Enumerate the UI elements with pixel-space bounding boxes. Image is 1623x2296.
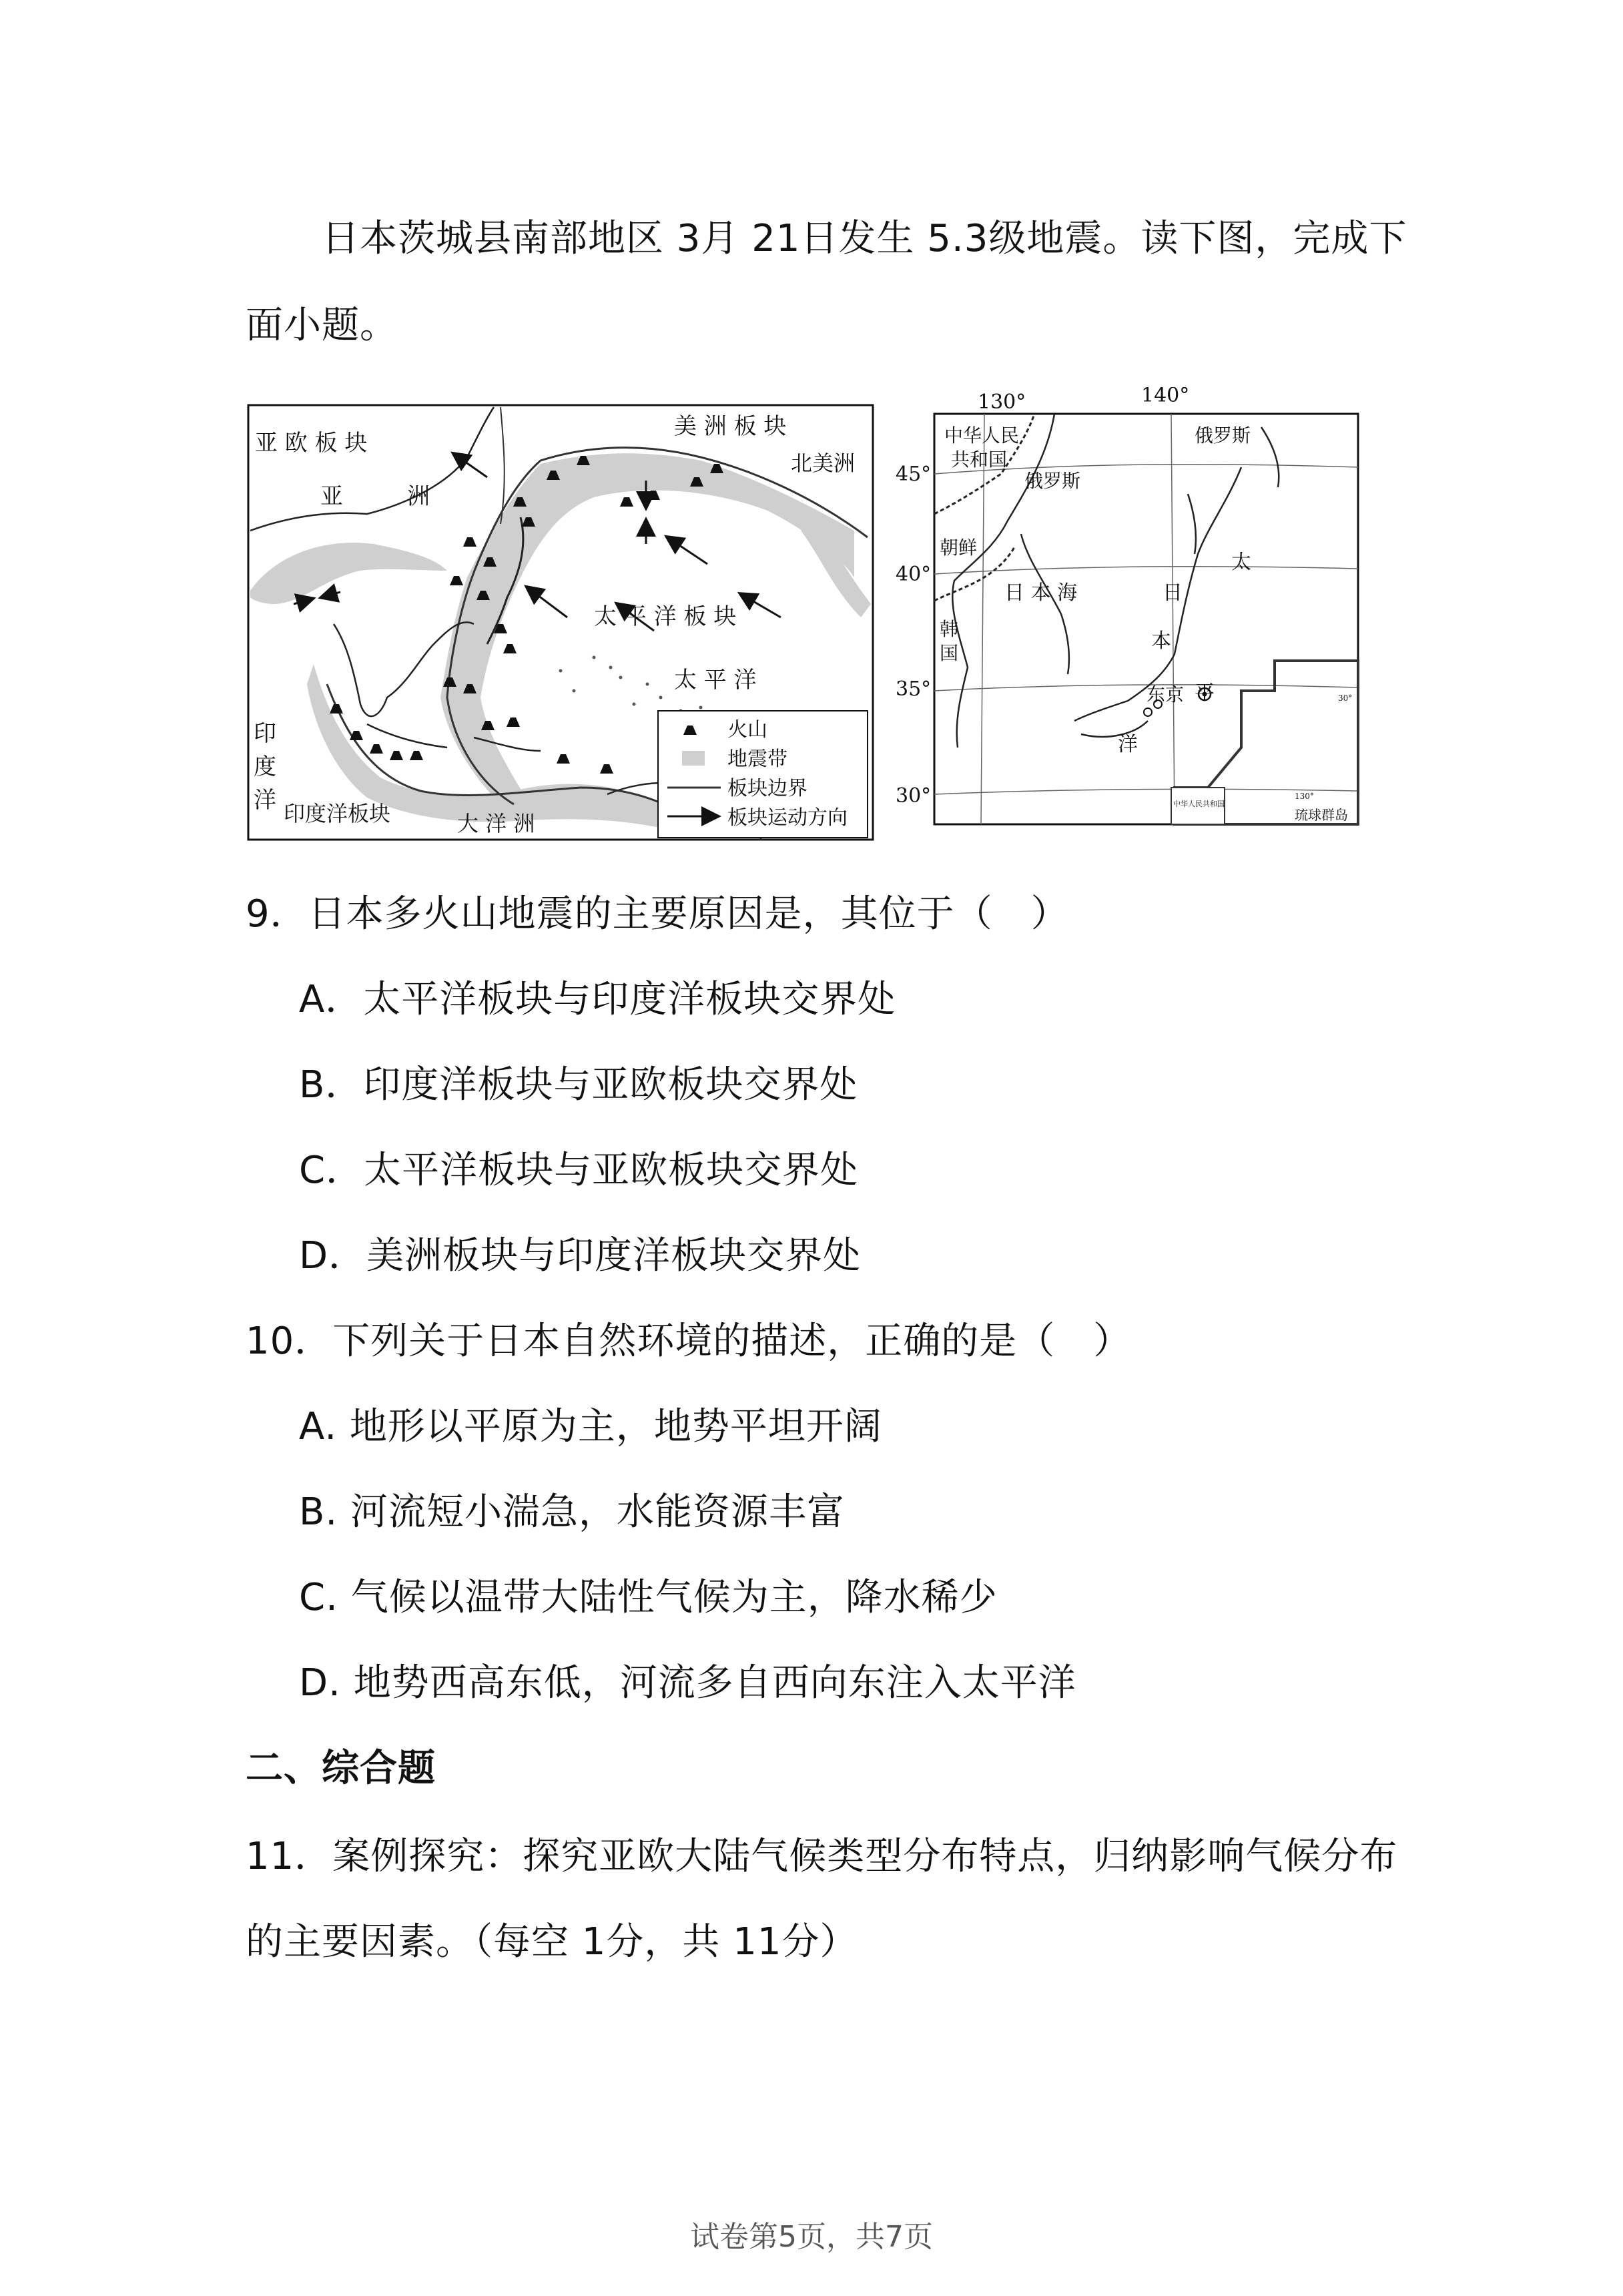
question-10-option-b[interactable]: B. 河流短小湍急，水能资源丰富 xyxy=(299,1490,846,1534)
label-inset-lat: 30° xyxy=(1338,693,1353,703)
question-10-option-c[interactable]: C. 气候以温带大陆性气候为主，降水稀少 xyxy=(299,1576,998,1619)
seismic-belt-swatch xyxy=(682,751,705,766)
section-heading: 二、综合题 xyxy=(246,1747,436,1790)
label-pacific-1: 太 xyxy=(1231,551,1251,574)
japan-map xyxy=(894,387,1361,828)
page-footer: 试卷第5页，共7页 xyxy=(690,2220,933,2254)
legend-plate-boundary: 板块边界 xyxy=(727,777,807,800)
plate-tectonics-map xyxy=(247,404,874,841)
label-indian-ocean-3: 洋 xyxy=(254,787,276,814)
label-indian-plate: 印度洋板块 xyxy=(284,801,391,826)
label-russia-left: 俄罗斯 xyxy=(1024,470,1081,492)
label-oceania: 大 洋 洲 xyxy=(457,811,535,836)
label-china-1: 中华人民 xyxy=(944,424,1020,447)
label-pacific-ocean: 太 平 洋 xyxy=(674,667,757,693)
label-tokyo: 东京 xyxy=(1147,683,1185,705)
question-9-option-c[interactable]: C．太平洋板块与亚欧板块交界处 xyxy=(299,1149,859,1192)
label-ryukyu: 琉球群岛 xyxy=(1295,807,1348,823)
question-9-option-b[interactable]: B．印度洋板块与亚欧板块交界处 xyxy=(299,1063,858,1107)
lon-label-130: 130° xyxy=(978,390,1026,414)
label-eurasia-plate: 亚 欧 板 块 xyxy=(255,430,368,457)
label-dprk: 朝鲜 xyxy=(940,537,978,559)
question-11-line-2: 的主要因素。（每空 1分，共 11分） xyxy=(246,1920,858,1964)
label-rok-2: 国 xyxy=(940,642,959,664)
label-japan-1: 日 xyxy=(1163,581,1183,605)
lat-label-45: 45° xyxy=(896,463,932,486)
city-icon xyxy=(1144,708,1152,716)
legend-volcano: 火山 xyxy=(727,718,767,742)
label-asia-1: 亚 xyxy=(320,483,343,510)
label-sea-of-japan: 日 本 海 xyxy=(1004,581,1078,605)
question-11-line-1: 11．案例探究：探究亚欧大陆气候类型分布特点，归纳影响气候分布 xyxy=(246,1835,1398,1878)
intro-line-2: 面小题。 xyxy=(246,304,398,347)
label-russia-top: 俄罗斯 xyxy=(1195,424,1251,447)
label-north-america: 北美洲 xyxy=(791,451,856,476)
question-10-option-d[interactable]: D. 地势西高东低，河流多自西向东注入太平洋 xyxy=(299,1661,1076,1705)
lat-label-30: 30° xyxy=(896,784,932,808)
label-america-plate: 美 洲 板 块 xyxy=(674,413,787,440)
legend xyxy=(658,711,868,838)
lon-label-140: 140° xyxy=(1141,387,1190,407)
label-china-2: 共和国 xyxy=(951,449,1008,471)
question-10-option-a[interactable]: A. 地形以平原为主，地势平坦开阔 xyxy=(299,1405,882,1448)
label-rok-1: 韩 xyxy=(940,618,959,640)
question-9-option-a[interactable]: A．太平洋板块与印度洋板块交界处 xyxy=(299,978,896,1021)
label-pacific-2: 平 xyxy=(1195,681,1215,705)
label-asia-2: 洲 xyxy=(407,483,430,510)
label-japan-2: 本 xyxy=(1151,629,1171,653)
question-10-stem: 10．下列关于日本自然环境的描述，正确的是（ ） xyxy=(246,1320,1132,1363)
lat-label-35: 35° xyxy=(896,677,932,701)
question-9-option-d[interactable]: D．美洲板块与印度洋板块交界处 xyxy=(299,1234,862,1277)
question-9-stem: 9．日本多火山地震的主要原因是，其位于（ ） xyxy=(246,892,1069,936)
legend-plate-motion: 板块运动方向 xyxy=(727,806,848,830)
label-indian-ocean-2: 度 xyxy=(254,754,276,780)
label-pacific-3: 洋 xyxy=(1118,733,1138,756)
label-inset-china: 中华人民共和国 xyxy=(1173,800,1225,808)
label-inset-lon: 130° xyxy=(1295,792,1314,801)
lat-label-40: 40° xyxy=(896,563,932,586)
label-indian-ocean-1: 印 xyxy=(254,720,276,747)
label-pacific-plate: 太 平 洋 板 块 xyxy=(594,603,737,630)
legend-seismic-belt: 地震带 xyxy=(727,748,787,771)
intro-line-1: 日本茨城县南部地区 3月 21日发生 5.3级地震。读下图，完成下 xyxy=(322,217,1407,260)
